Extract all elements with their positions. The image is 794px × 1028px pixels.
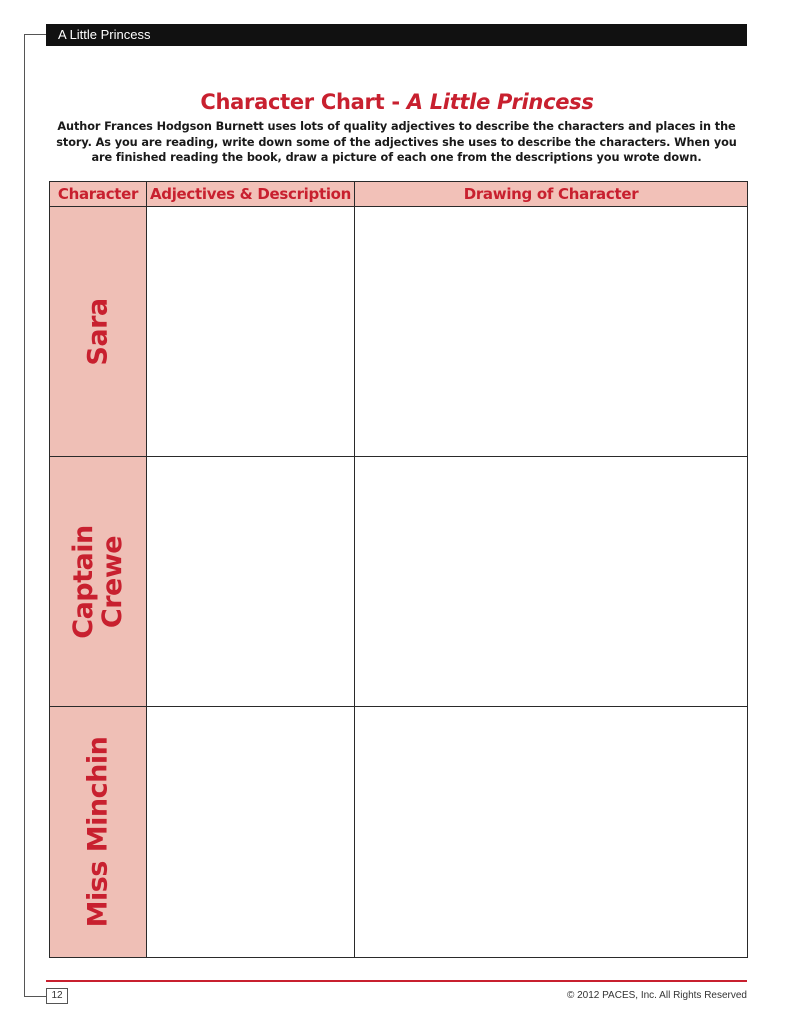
character-name-cell: [50, 457, 147, 707]
header-character: Character: [50, 182, 147, 207]
page-bracket-top: [24, 34, 46, 35]
character-chart-table: [49, 181, 748, 958]
header-bar: [46, 24, 747, 46]
header-adjectives: Adjectives & Description: [147, 182, 355, 207]
table-row-miss-minchin: [50, 707, 748, 958]
drawing-cell[interactable]: [355, 707, 748, 958]
table-row-sara: [50, 207, 748, 457]
character-name: [84, 298, 113, 365]
table-header-row: [50, 182, 748, 207]
copyright-text: © 2012 PACES, Inc. All Rights Reserved: [566, 990, 747, 1001]
page-title: [0, 90, 794, 114]
header-book-title: A Little Princess: [58, 27, 151, 42]
footer-rule: [46, 980, 747, 982]
character-name-cell: [50, 707, 147, 958]
drawing-cell[interactable]: [355, 207, 748, 457]
character-name-line1: Miss Minchin: [82, 736, 114, 928]
drawing-cell[interactable]: [355, 457, 748, 707]
adjectives-cell[interactable]: [147, 207, 355, 457]
character-name-line1: Sara: [82, 297, 114, 366]
title-italic: A Little Princess: [406, 90, 594, 114]
title-main: Character Chart -: [200, 90, 407, 114]
header-drawing: Drawing of Character: [355, 182, 748, 207]
character-name-cell: [50, 207, 147, 457]
table-row-captain-crewe: [50, 457, 748, 707]
character-name: [84, 737, 113, 928]
intro-text: Author Frances Hodgson Burnett uses lots of quality adjectives to describe the characters and places in the story. As you are reading, write down some of the adjectives she uses to describe the characters. When you are finished reading the book, draw a picture of each one from the descriptions you wrote down.: [56, 120, 737, 164]
character-name-line2: Crewe: [97, 535, 128, 628]
adjectives-cell[interactable]: [147, 457, 355, 707]
adjectives-cell[interactable]: [147, 707, 355, 958]
page-bracket-bottom: [24, 996, 46, 997]
page-bracket-vertical: [24, 34, 25, 997]
character-name: [69, 525, 127, 638]
page-number: 12: [46, 988, 68, 1004]
character-name-line1: Captain: [68, 524, 99, 639]
